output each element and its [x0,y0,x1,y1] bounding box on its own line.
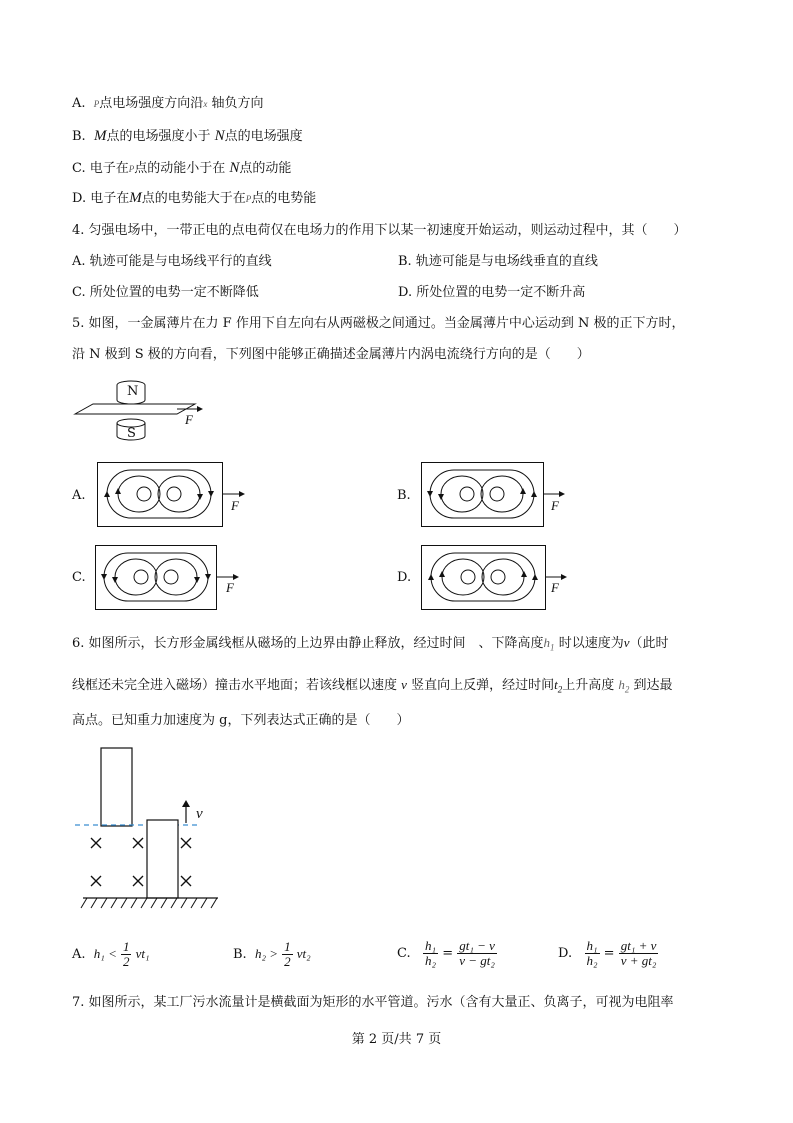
force-label-c: F [226,580,234,595]
q7-stem: 7. 如图所示，某工厂污水流量计是横截面为矩形的水平管道。污水（含有大量正、负离子，可视为电阻率 [72,995,674,1010]
q4-option-a: A. 轨迹可能是与电场线平行的直线 [72,254,272,269]
q6-option-b: B. h₂ > $\frac{1}{2}$ vt₂ [233,939,311,969]
q3-option-b: B. M点的电场强度小于 N点的电场强度 [72,128,303,144]
q6-stem-line2: 线框还未完全进入磁场）撞击水平地面；若该线框以速度 v 竖直向上反弹，经过时间$t_2$上升高度 $h_2$ 到达最 [72,677,673,695]
q6-stem-line1: 6. 如图所示，长方形金属线框从磁场的上边界由静止释放，经过时间 、下降高度$h_1$ 时以速度为v（此时 [72,635,669,653]
velocity-label: v [196,806,203,822]
q4-stem: 4. 匀强电场中，一带正电的点电荷仅在电场力的作用下以某一初速度开始运动，则运动过程中，其（ ） [72,223,687,238]
force-label: F [185,412,193,427]
q6-option-d: D. $\frac{\text{h₁}}{\text{h₂}}$ = $\frac{\text{gt₁ + v}}{\text{v + gt₂}}$ [558,938,657,968]
page-footer: 第 2 页/共 7 页 [351,1032,442,1047]
eddy-diagram-c [95,545,245,613]
force-label-d: F [551,580,559,595]
q5-option-c-label: C. [72,570,86,585]
q6-stem-line3: 高点。已知重力加速度为 g，下列表达式正确的是（ ） [72,713,410,728]
q5-option-d-label: D. [397,570,412,585]
q5-option-a-label: A. [72,488,86,503]
q4-option-d: D. 所处位置的电势一定不断升高 [398,285,586,300]
q3-option-d: D. 电子在M点的电势能大于在P点的电势能 [72,190,317,206]
q3-option-a: A. P点电场强度方向沿x 轴负方向 [72,96,264,111]
q6-option-a: A. h₁ < $\frac{1}{2}$ vt₁ [72,939,150,969]
q5-stem-line1: 5. 如图，一金属薄片在力 F 作用下自左向右从两磁极之间通过。当金属薄片中心运动到 N 极的正下方时， [72,316,685,331]
magnet-n-label: N [127,384,139,399]
q4-option-c: C. 所处位置的电势一定不断降低 [72,285,259,300]
eddy-diagram-d [421,545,571,613]
force-label-b: F [551,498,559,513]
q5-option-b-label: B. [397,488,411,503]
eddy-diagram-b [421,462,571,530]
force-label-a: F [231,498,239,513]
magnet-s-label: S [127,426,136,441]
q3-option-c: C. 电子在P点的动能小于在 N点的动能 [72,160,292,176]
q5-stem-line2: 沿 N 极到 S 极的方向看，下列图中能够正确描述金属薄片内涡电流绕行方向的是（ ） [72,347,590,362]
frame-figure [75,743,225,913]
q4-option-b: B. 轨迹可能是与电场线垂直的直线 [398,254,598,269]
q6-option-c: C. $\frac{\text{h₁}}{\text{h₂}}$ = $\frac{\text{gt₁ − v}}{\text{v − gt₂}}$ [397,938,495,968]
eddy-diagram-a [97,462,247,530]
